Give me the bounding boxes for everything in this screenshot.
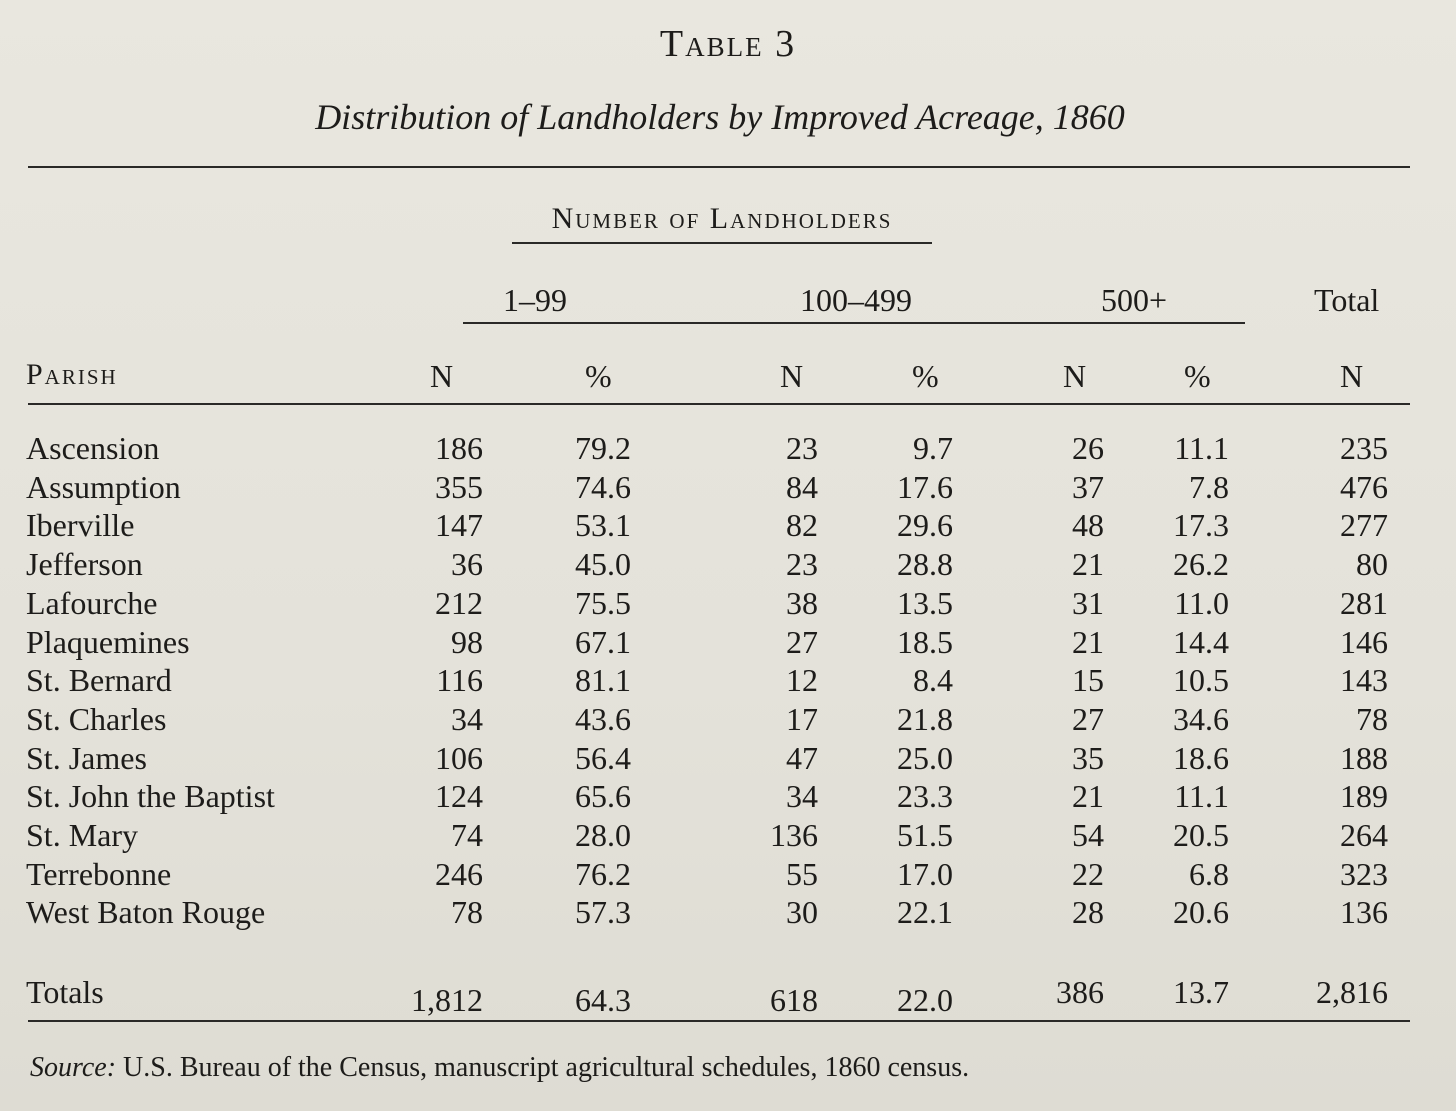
totals-p2: 22.0 (897, 982, 953, 1018)
cell-p1: 53.1 (575, 507, 631, 544)
cell-n3: 21 (1072, 546, 1104, 583)
cell-total: 143 (1340, 662, 1388, 699)
totals-label: Totals (26, 974, 104, 1010)
table-row (0, 469, 1456, 508)
cell-p2: 17.0 (897, 855, 953, 892)
cell-p2: 17.6 (897, 468, 953, 505)
table-row (0, 430, 1456, 469)
cell-n3: 22 (1072, 855, 1104, 892)
cell-n3: 48 (1072, 507, 1104, 544)
cell-total: 146 (1340, 623, 1388, 660)
table-row (0, 701, 1456, 740)
table-row (0, 817, 1456, 856)
cell-n1: 124 (435, 778, 483, 815)
cell-p1: 74.6 (575, 468, 631, 505)
cell-p1: 79.2 (575, 430, 631, 466)
col-n-2: N (780, 358, 804, 394)
cell-p2: 23.3 (897, 778, 953, 815)
table-row (0, 856, 1456, 895)
cell-n2: 82 (786, 507, 818, 544)
cell-n1: 98 (451, 623, 483, 660)
cell-p2: 29.6 (897, 507, 953, 544)
parish-name: St. John the Baptist (26, 778, 275, 815)
totals-p1: 64.3 (575, 982, 631, 1018)
col-pct-1: % (585, 358, 612, 394)
cell-n3: 21 (1072, 623, 1104, 660)
cell-n2: 12 (786, 662, 818, 699)
cell-n2: 84 (786, 468, 818, 505)
cell-n1: 147 (435, 507, 483, 544)
cell-p1: 76.2 (575, 855, 631, 892)
cell-n3: 54 (1072, 817, 1104, 853)
table-title: Distribution of Landholders by Improved Acreage, 1860 (315, 97, 1125, 137)
cell-n1: 36 (451, 546, 483, 583)
cell-n2: 136 (770, 817, 818, 853)
cell-p1: 67.1 (575, 623, 631, 660)
cell-p1: 43.6 (575, 700, 631, 737)
table-row (0, 778, 1456, 817)
parish-name: Terrebonne (26, 855, 172, 892)
parish-name: Assumption (26, 468, 181, 505)
cell-p3: 14.4 (1173, 623, 1229, 660)
parish-name: St. Mary (26, 817, 138, 853)
cell-n2: 23 (786, 546, 818, 583)
group-heading: Number of Landholders (551, 202, 893, 235)
header-rule (28, 403, 1410, 405)
totals-n3: 386 (1056, 974, 1104, 1010)
cell-p1: 45.0 (575, 546, 631, 583)
totals-total: 2,816 (1316, 974, 1388, 1010)
totals-p3: 13.7 (1173, 974, 1229, 1010)
col-n-3: N (1063, 358, 1087, 394)
cell-p2: 21.8 (897, 700, 953, 737)
cell-n2: 27 (786, 623, 818, 660)
cell-total: 188 (1340, 739, 1388, 776)
cell-p1: 81.1 (575, 662, 631, 699)
totals-n1: 1,812 (411, 982, 483, 1018)
source-label: Source: (30, 1052, 117, 1083)
cell-n3: 28 (1072, 894, 1104, 931)
top-rule (28, 166, 1410, 168)
cell-total: 80 (1356, 546, 1388, 583)
parish-name: St. James (26, 739, 147, 776)
table-row (0, 662, 1456, 701)
range-100-499: 100–499 (800, 282, 912, 318)
cell-p3: 20.5 (1173, 817, 1229, 853)
cell-p2: 8.4 (913, 662, 953, 699)
cell-n2: 38 (786, 584, 818, 621)
cell-n1: 116 (436, 662, 483, 699)
cell-p3: 6.8 (1189, 855, 1229, 892)
cell-total: 235 (1340, 430, 1388, 466)
cell-n2: 34 (786, 778, 818, 815)
cell-n3: 35 (1072, 739, 1104, 776)
cell-n1: 106 (435, 739, 483, 776)
col-parish: Parish (26, 358, 118, 391)
cell-p3: 34.6 (1173, 700, 1229, 737)
parish-name: Iberville (26, 507, 135, 544)
cell-n1: 246 (435, 855, 483, 892)
cell-p2: 51.5 (897, 817, 953, 853)
cell-p1: 75.5 (575, 584, 631, 621)
cell-p3: 11.1 (1174, 778, 1229, 815)
table-row (0, 740, 1456, 779)
cell-p3: 18.6 (1173, 739, 1229, 776)
parish-name: Ascension (26, 430, 160, 466)
cell-n2: 23 (786, 430, 818, 466)
col-pct-2: % (912, 358, 939, 394)
range-total: Total (1314, 282, 1380, 318)
range-1-99: 1–99 (503, 282, 567, 318)
range-500-plus: 500+ (1101, 282, 1168, 318)
table-row (0, 507, 1456, 546)
cell-total: 323 (1340, 855, 1388, 892)
cell-p2: 18.5 (897, 623, 953, 660)
cell-n1: 34 (451, 700, 483, 737)
cell-n1: 78 (451, 894, 483, 931)
parish-name: Jefferson (26, 546, 143, 583)
source-text: U.S. Bureau of the Census, manuscript agricultural schedules, 1860 census. (123, 1052, 970, 1083)
cell-p2: 13.5 (897, 584, 953, 621)
table-label: Table 3 (659, 23, 797, 65)
cell-p2: 22.1 (897, 894, 953, 931)
cell-n3: 21 (1072, 778, 1104, 815)
bottom-rule (28, 1020, 1410, 1022)
range-underline (463, 322, 1245, 324)
table-row (0, 546, 1456, 585)
col-n-1: N (430, 358, 454, 394)
cell-p1: 65.6 (575, 778, 631, 815)
cell-total: 78 (1356, 700, 1388, 737)
parish-name: West Baton Rouge (26, 894, 266, 931)
table-row (0, 624, 1456, 663)
cell-n3: 31 (1072, 584, 1104, 621)
totals-n2: 618 (770, 982, 818, 1018)
cell-n3: 37 (1072, 468, 1104, 505)
cell-n2: 55 (786, 855, 818, 892)
cell-n1: 186 (435, 430, 483, 466)
col-n-total: N (1340, 358, 1364, 394)
cell-total: 476 (1340, 468, 1388, 505)
cell-p1: 28.0 (575, 817, 631, 853)
cell-n1: 212 (435, 584, 483, 621)
cell-p3: 26.2 (1173, 546, 1229, 583)
cell-n2: 17 (786, 700, 818, 737)
cell-p3: 11.0 (1174, 584, 1229, 621)
cell-p3: 7.8 (1189, 468, 1229, 505)
cell-n3: 26 (1072, 430, 1104, 466)
cell-total: 277 (1340, 507, 1388, 544)
cell-n1: 355 (435, 468, 483, 505)
cell-total: 189 (1340, 778, 1388, 815)
cell-p3: 17.3 (1173, 507, 1229, 544)
cell-p1: 56.4 (575, 739, 631, 776)
cell-total: 281 (1340, 584, 1388, 621)
totals-row (0, 974, 1456, 1018)
parish-name: Lafourche (26, 584, 158, 621)
cell-n2: 47 (786, 739, 818, 776)
cell-p2: 28.8 (897, 546, 953, 583)
cell-p3: 11.1 (1174, 430, 1229, 466)
parish-name: St. Bernard (26, 662, 172, 699)
cell-p3: 10.5 (1173, 662, 1229, 699)
table-row (0, 894, 1456, 933)
cell-p2: 25.0 (897, 739, 953, 776)
cell-n2: 30 (786, 894, 818, 931)
col-pct-3: % (1184, 358, 1211, 394)
table-row (0, 585, 1456, 624)
cell-p3: 20.6 (1173, 894, 1229, 931)
cell-total: 264 (1340, 817, 1388, 853)
cell-n1: 74 (451, 817, 483, 853)
cell-p2: 9.7 (913, 430, 953, 466)
parish-name: Plaquemines (26, 623, 190, 660)
source-note (30, 1052, 969, 1084)
cell-p1: 57.3 (575, 894, 631, 931)
cell-n3: 15 (1072, 662, 1104, 699)
parish-name: St. Charles (26, 700, 167, 737)
cell-n3: 27 (1072, 700, 1104, 737)
cell-total: 136 (1340, 894, 1388, 931)
group-heading-underline (512, 242, 932, 244)
